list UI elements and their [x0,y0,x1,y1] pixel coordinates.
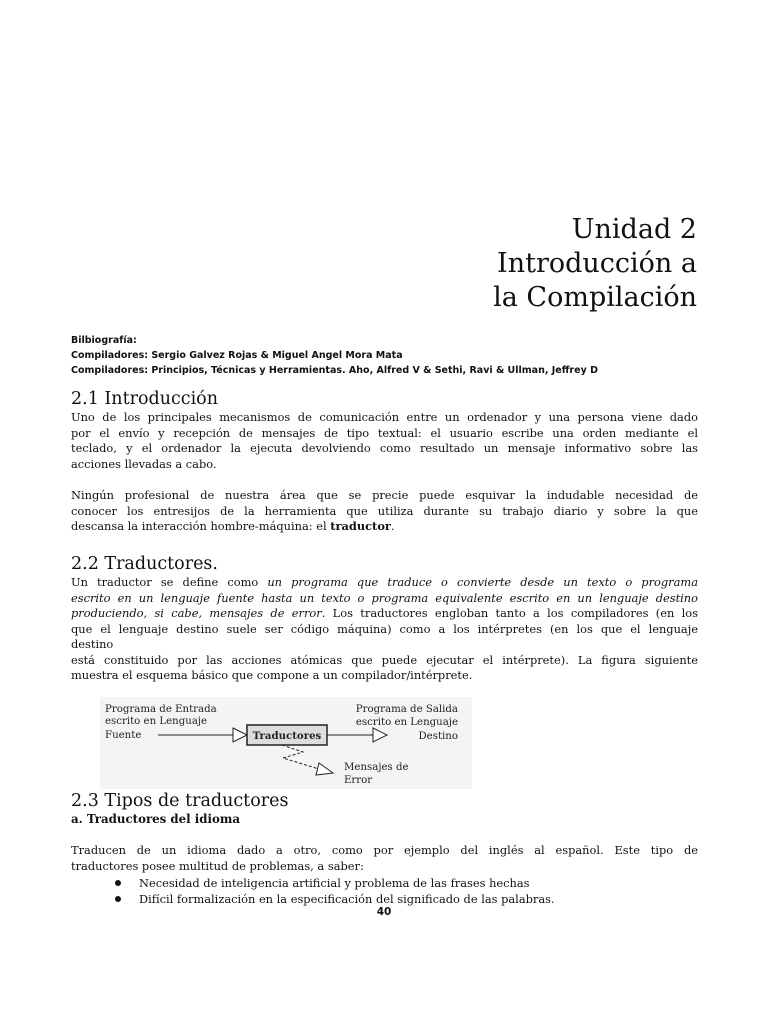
section-heading-tipos: 2.3 Tipos de traductores [71,791,289,811]
bullet-list [113,876,555,907]
bibliography-entry: Compiladores: Sergio Galvez Rojas & Miguel Angel Mora Mata [71,350,403,361]
paragraph-intro-1 [71,410,698,472]
input-label-line-1: Programa de Entrada [105,704,217,715]
text-fragment: Un traductor se define como [71,575,268,589]
text-line: destino [71,637,114,651]
output-label-line-3: Destino [418,731,458,742]
text-line: Ningún profesional de nuestra área que se precie puede esquivar la indudable necesidad de [71,488,698,502]
text-line [71,519,698,535]
text-fragment: . Los traductores engloban tanto a los compiladores (en los [321,606,698,620]
error-label-line-1: Mensajes de [344,762,409,773]
paragraph-intro-2 [71,488,698,535]
output-label-line-1: Programa de Salida [355,704,458,715]
chapter-title-line-1: Unidad 2 [571,214,697,245]
text-line [71,606,698,622]
input-label-line-2: escrito en Lenguaje [105,716,208,727]
list-item-text: Difícil formalización en la especificación del significado de las palabras. [139,891,555,906]
list-item-text: Necesidad de inteligencia artificial y problema de las frases hechas [139,876,530,890]
definition-text: escrito en un lenguaje fuente hasta un texto o programa equivalente escrito en un lenguaje destino [71,590,698,605]
bullet-icon [115,896,121,902]
bullet-icon [115,880,121,886]
text-fragment: descansa la interacción hombre-máquina: el [71,519,331,533]
list-item [113,876,555,892]
bibliography [71,333,711,378]
text-line [71,591,698,607]
input-label-line-3: Fuente [105,730,142,741]
chapter-title [493,213,697,315]
definition-text: produciendo, si cabe, mensajes de error [71,606,322,620]
chapter-title-line-3: la Compilación [493,282,697,313]
text-line: traductores posee multitud de problemas, a saber: [71,858,364,873]
section-heading-traductores: 2.2 Traductores. [71,554,218,574]
text-line: que el lenguaje destino suele ser código máquina) como a los intérpretes (en los que el lenguaje [71,621,698,636]
chapter-title-line-2: Introducción a [497,248,697,279]
bibliography-entry: Compiladores: Principios, Técnicas y Herramientas. Aho, Alfred V & Sethi, Ravi & Ullman, Jeffrey D [71,365,598,376]
error-label-line-2: Error [344,775,373,786]
output-label-line-2: escrito en Lenguaje [355,717,458,728]
page-number: 40 [376,906,392,918]
translator-diagram-svg [100,697,472,789]
text-line: Uno de los principales mecanismos de comunicación entre un ordenador y una persona viene dado [71,410,698,424]
term-traductor: traductor [330,519,391,533]
bibliography-heading: Bilbiografía: [71,335,137,346]
text-line: acciones llevadas a cabo. [71,456,217,471]
definition-text: un programa que traduce o convierte desde un texto o programa [267,575,698,589]
text-line: muestra el esquema básico que compone a un compilador/intérprete. [71,668,473,682]
text-fragment: . [390,519,395,533]
text-line: por el envío y recepción de mensajes de tipo textual: el usuario escribe una orden mediante el [71,425,698,440]
text-line: está constituido por las acciones atómicas que puede ejecutar el intérprete). La figura siguiente [71,652,698,667]
subheading-traductores-idioma: a. Traductores del idioma [71,812,240,826]
text-line: Traducen de un idioma dado a otro, como por ejemplo del inglés al español. Este tipo de [71,843,698,857]
translator-box-label: Traductores [252,730,322,742]
paragraph-traductores [71,575,698,684]
paragraph-traductores-idioma [71,843,698,874]
list-item [113,892,555,908]
text-line [71,575,698,591]
text-line: conocer los entresijos de la herramienta que utiliza durante su trabajo diario y sobre la que [71,503,698,518]
text-line: teclado, y el ordenador la ejecuta devolviendo como resultado un mensaje informativo sobre las [71,441,698,455]
translator-diagram [100,697,472,789]
section-heading-introduccion: 2.1 Introducción [71,389,218,409]
